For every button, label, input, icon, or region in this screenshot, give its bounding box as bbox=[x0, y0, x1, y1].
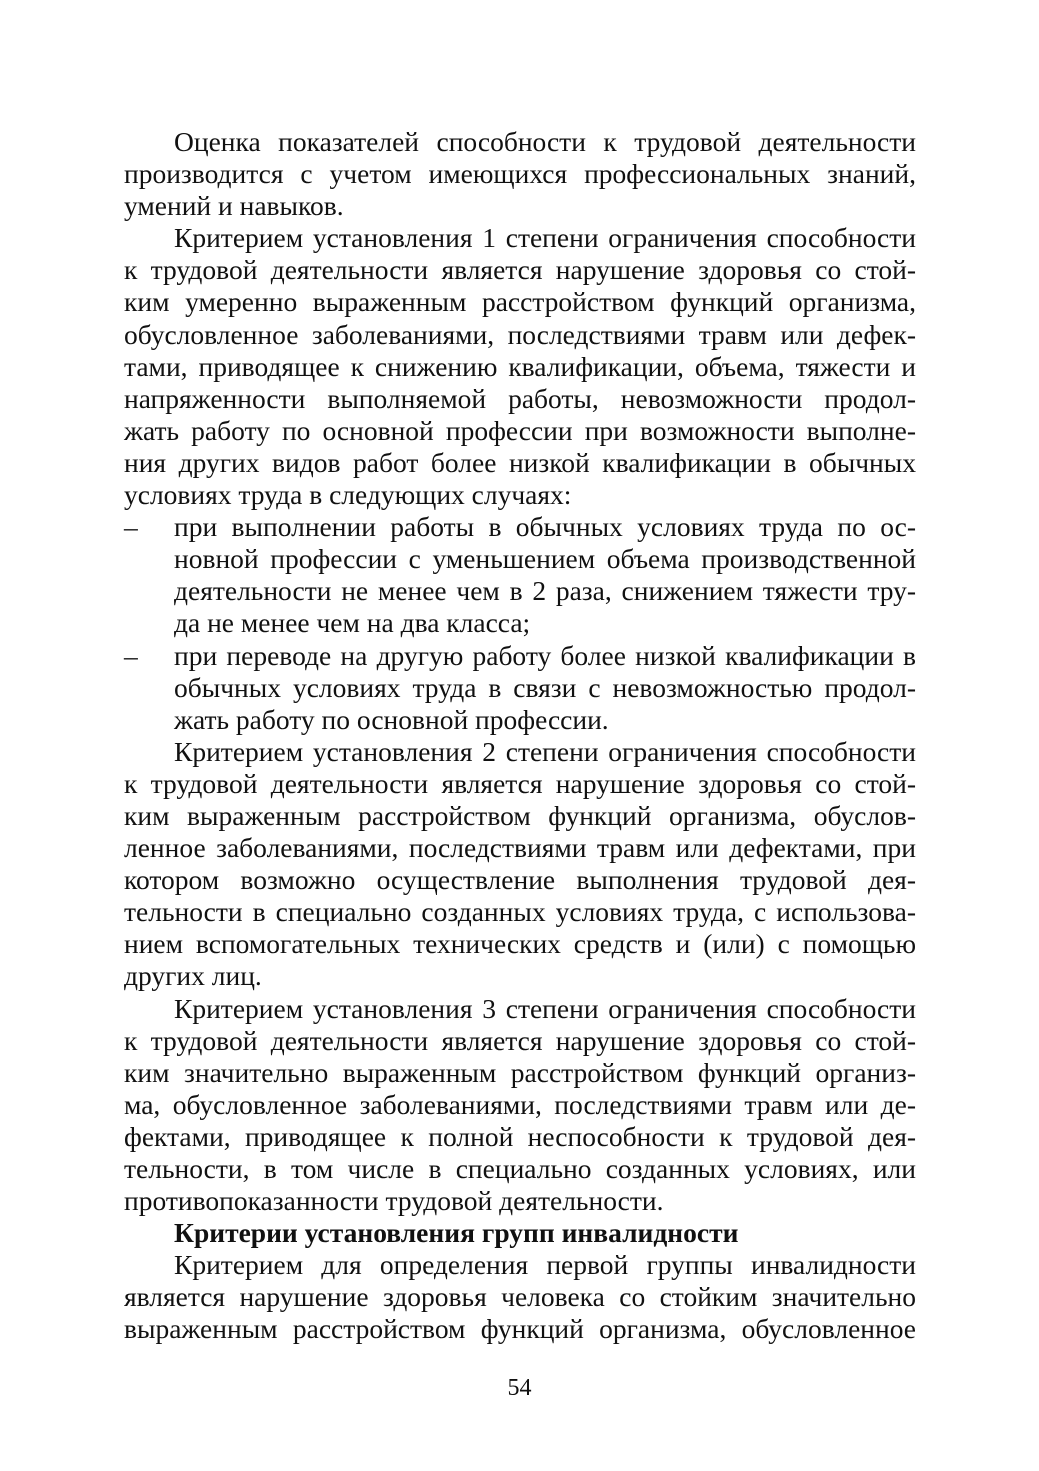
text-line: напряженности выполняемой работы, невозможности продол- bbox=[124, 382, 916, 414]
list-dash: – bbox=[124, 639, 138, 671]
text-line: ма, обусловленное заболеваниями, последствиями травм или де- bbox=[124, 1088, 916, 1120]
text-line: новной профессии с уменьшением объема производственной bbox=[174, 543, 916, 575]
text-line: Критерием установления 3 степени ограничения способности bbox=[174, 992, 916, 1024]
text-line: Критерием установления 2 степени ограничения способности bbox=[174, 735, 916, 767]
text-line: ким значительно выраженным расстройством функций организ- bbox=[124, 1056, 916, 1088]
paragraph bbox=[124, 736, 916, 993]
paragraph bbox=[124, 993, 916, 1218]
line bbox=[124, 447, 916, 479]
line bbox=[124, 607, 916, 639]
text-line: ленное заболеваниями, последствиями травм или дефектами, при bbox=[124, 832, 916, 864]
line bbox=[124, 383, 916, 415]
line bbox=[124, 1153, 916, 1185]
list-dash: – bbox=[124, 511, 138, 543]
list-item bbox=[124, 640, 916, 736]
text-line: при переводе на другую работу более низкой квалификации в bbox=[174, 639, 916, 671]
line bbox=[124, 351, 916, 383]
text-line: жать работу по основной профессии при возможности выполне- bbox=[124, 414, 916, 446]
line bbox=[124, 575, 916, 607]
line bbox=[124, 1249, 916, 1281]
text-line: деятельности не менее чем в 2 раза, снижением тяжести тру- bbox=[174, 575, 916, 607]
text-line: обычных условиях труда в связи с невозможностью продол- bbox=[174, 671, 916, 703]
line bbox=[124, 960, 916, 992]
line bbox=[124, 896, 916, 928]
line bbox=[124, 672, 916, 704]
text-line: умений и навыков. bbox=[124, 190, 344, 222]
text-line: к трудовой деятельности является нарушение здоровья со стой- bbox=[124, 767, 916, 799]
line bbox=[124, 832, 916, 864]
line bbox=[124, 543, 916, 575]
line bbox=[124, 1185, 916, 1217]
text-line: нием вспомогательных технических средств и (или) с помощью bbox=[124, 928, 916, 960]
line bbox=[124, 158, 916, 190]
line bbox=[124, 126, 916, 158]
line bbox=[124, 319, 916, 351]
text-line: Критерии установления групп инвалидности bbox=[174, 1217, 739, 1249]
text-line: является нарушение здоровья человека со стойким значительно bbox=[124, 1281, 916, 1313]
line bbox=[124, 864, 916, 896]
text-line: условиях труда в следующих случаях: bbox=[124, 479, 572, 511]
text-line: выраженным расстройством функций организма, обусловленное bbox=[124, 1313, 916, 1345]
line bbox=[124, 704, 916, 736]
text-line: противопоказанности трудовой деятельности. bbox=[124, 1185, 664, 1217]
line bbox=[124, 768, 916, 800]
line bbox=[124, 1281, 916, 1313]
text-line: к трудовой деятельности является нарушение здоровья со стой- bbox=[124, 1024, 916, 1056]
text-line: других лиц. bbox=[124, 960, 262, 992]
paragraph bbox=[124, 222, 916, 511]
paragraph bbox=[124, 126, 916, 222]
line bbox=[124, 1217, 916, 1249]
text-line: Оценка показателей способности к трудовой деятельности bbox=[174, 126, 916, 157]
line bbox=[124, 640, 916, 672]
text-line: котором возможно осуществление выполнения трудовой дея- bbox=[124, 864, 916, 896]
line bbox=[124, 993, 916, 1025]
line bbox=[124, 736, 916, 768]
text-line: ким умеренно выраженным расстройством функций организма, bbox=[124, 286, 916, 318]
text-line: фектами, приводящее к полной неспособности к трудовой дея- bbox=[124, 1120, 916, 1152]
line bbox=[124, 222, 916, 254]
line bbox=[124, 800, 916, 832]
text-line: производится с учетом имеющихся профессиональных знаний, bbox=[124, 158, 916, 190]
line bbox=[124, 415, 916, 447]
text-line: Критерием установления 1 степени ограничения способности bbox=[174, 222, 916, 254]
line bbox=[124, 928, 916, 960]
text-line: обусловленное заболеваниями, последствиями травм или дефек- bbox=[124, 318, 916, 350]
text-line: жать работу по основной профессии. bbox=[174, 703, 609, 735]
line bbox=[124, 254, 916, 286]
line bbox=[124, 1089, 916, 1121]
section-heading bbox=[124, 1217, 916, 1249]
line bbox=[124, 511, 916, 543]
line bbox=[124, 1313, 916, 1345]
line bbox=[124, 286, 916, 318]
paragraph bbox=[124, 1249, 916, 1345]
page-number: 54 bbox=[507, 1375, 532, 1401]
text-line: при выполнении работы в обычных условиях труда по ос- bbox=[174, 511, 916, 543]
line bbox=[124, 1121, 916, 1153]
line bbox=[124, 190, 916, 222]
list-item bbox=[124, 511, 916, 639]
text-line: тами, приводящее к снижению квалификации, объема, тяжести и bbox=[124, 350, 916, 382]
text-line: ким выраженным расстройством функций организма, обуслов- bbox=[124, 799, 916, 831]
page-body bbox=[124, 126, 916, 1346]
text-line: Критерием для определения первой группы инвалидности bbox=[174, 1249, 916, 1281]
text-line: к трудовой деятельности является нарушение здоровья со стой- bbox=[124, 254, 916, 286]
text-line: ния других видов работ более низкой квалификации в обычных bbox=[124, 446, 916, 478]
line bbox=[124, 1025, 916, 1057]
text-line: тельности в специально созданных условиях труда, с использова- bbox=[124, 896, 916, 928]
text-line: тельности, в том числе в специально созданных условиях, или bbox=[124, 1153, 916, 1184]
line bbox=[124, 1057, 916, 1089]
text-line: да не менее чем на два класса; bbox=[174, 607, 531, 639]
line bbox=[124, 479, 916, 511]
